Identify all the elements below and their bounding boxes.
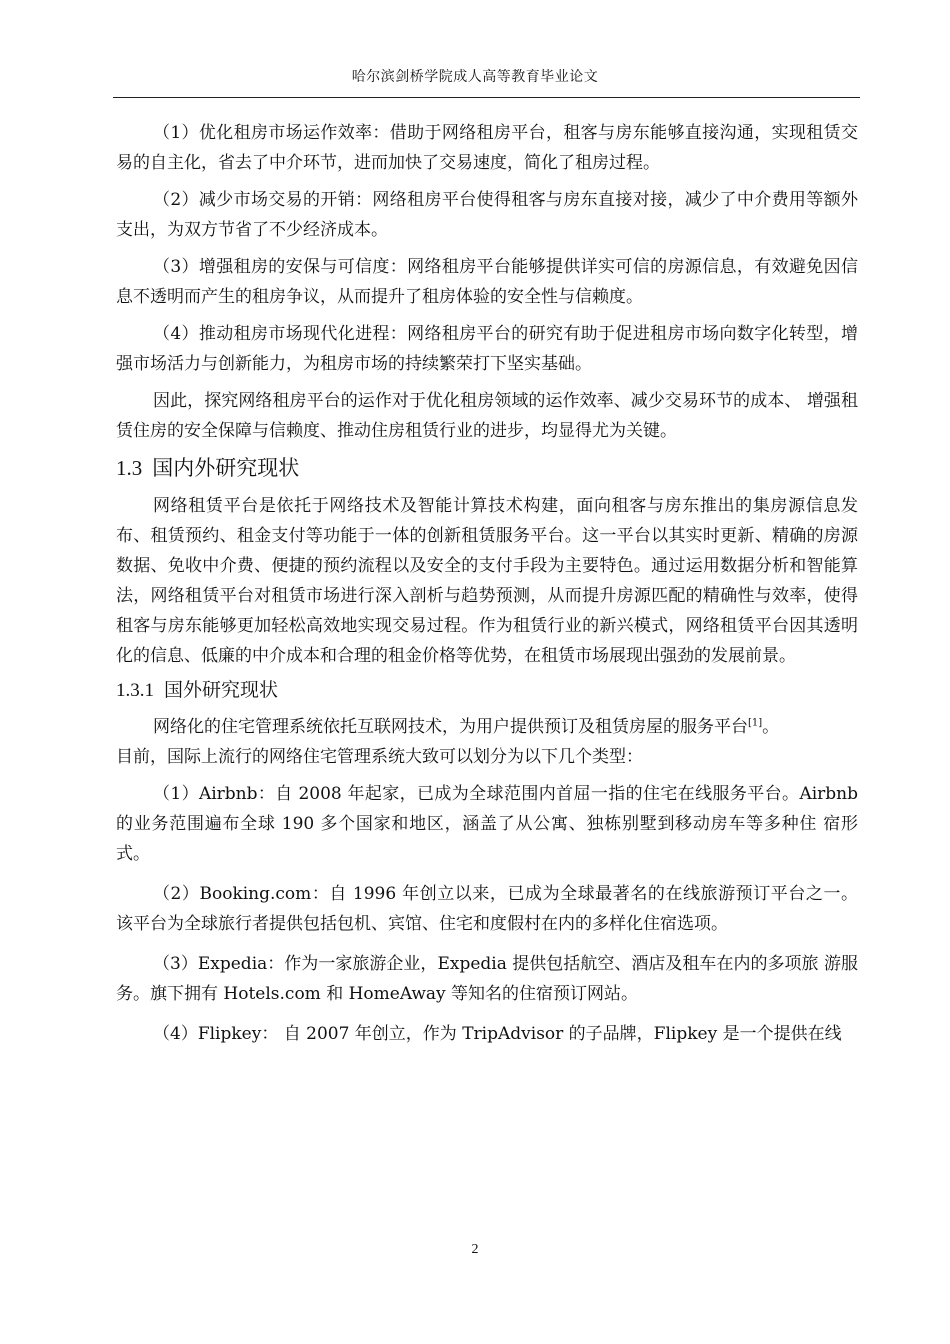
section-heading-1-3-1 [116, 675, 858, 706]
paragraph-significance-3: （3）增强租房的安保与可信度：网络租房平台能够提供详实可信的房源信息，有效避免因信息不透明而产生的租房争议，从而提升了租房体验的安全性与信赖度。 [116, 257, 858, 307]
list-item-booking: （2）Booking.com：自 1996 年创立以来，已成为全球最著名的在线旅游预订平台之一。 该平台为全球旅行者提供包括包机、宾馆、住宅和度假村在内的多样化住宿选项。 [116, 884, 858, 934]
intro-text: 网络化的住宅管理系统依托互联网技术，为用户提供预订及租赁房屋的服务平台 [153, 717, 748, 737]
paragraph-conclusion: 因此，探究网络租房平台的运作对于优化租房领域的运作效率、减少交易环节的成本、 增强租赁住房的安全保障与信赖度、推动住房租赁行业的进步，均显得尤为关键。 [116, 391, 858, 441]
citation-ref-1[interactable]: [1] [748, 717, 763, 729]
section-number: 1.3 [116, 456, 143, 480]
intro-punct: 。 [762, 717, 780, 737]
document-body [116, 118, 858, 1049]
list-item-expedia: （3）Expedia：作为一家旅游企业，Expedia 提供包括航空、酒店及租车在内的多项旅 游服务。旗下拥有 Hotels.com 和 HomeAway 等知名的住宿预订网站。 [116, 954, 858, 1004]
header-divider [113, 97, 860, 98]
section-title: 国内外研究现状 [152, 456, 300, 480]
paragraph-significance-2: （2）减少市场交易的开销：网络租房平台使得租客与房东直接对接，减少了中介费用等额外支出，为双方节省了不少经济成本。 [116, 190, 858, 240]
paragraph-significance-1: （1）优化租房市场运作效率：借助于网络租房平台，租客与房东能够直接沟通，实现租赁交易的自主化，省去了中介环节，进而加快了交易速度，简化了租房过程。 [116, 123, 858, 173]
paragraph-platform-overview: 网络租赁平台是依托于网络技术及智能计算技术构建，面向租客与房东推出的集房源信息发布、租赁预约、租金支付等功能于一体的创新租赁服务平台。这一平台以其实时更新、精确的房源数据、免收中介费、便捷的预约流程以及安全的支付手段为主要特色。通过运用数据分析和智能算法，网络租赁平台对租赁市场进行深入剖析与趋势预测，从而提升房源匹配的精确性与效率，使得租客与房东能够更加轻松高效地实现交易过程。作为租赁行业的新兴模式，网络租赁平台因其透明化的信息、低廉的中介成本和合理的租金价格等优势，在租赁市场展现出强劲的发展前景。 [116, 496, 858, 666]
page-header: 哈尔滨剑桥学院成人高等教育毕业论文 [351, 69, 599, 85]
paragraph-foreign-intro [116, 712, 858, 742]
subsection-number: 1.3.1 [116, 680, 154, 701]
paragraph-significance-4: （4）推动租房市场现代化进程：网络租房平台的研究有助于促进租房市场向数字化转型，增强市场活力与创新能力，为租房市场的持续繁荣打下坚实基础。 [116, 324, 858, 374]
section-heading-1-3 [116, 453, 858, 483]
list-item-airbnb: （1）Airbnb：自 2008 年起家，已成为全球范围内首屈一指的住宅在线服务平台。Airbnb 的业务范围遍布全球 190 多个国家和地区，涵盖了从公寓、独栋别墅到移动房车等多种住 宿形式。 [116, 784, 858, 864]
paragraph-foreign-intro-2: 目前，国际上流行的网络住宅管理系统大致可以划分为以下几个类型： [116, 747, 643, 767]
subsection-title: 国外研究现状 [164, 679, 279, 701]
page-number: 2 [471, 1242, 479, 1257]
list-item-flipkey: （4）Flipkey： 自 2007 年创立，作为 TripAdvisor 的子品牌，Flipkey 是一个提供在线 [153, 1024, 842, 1044]
